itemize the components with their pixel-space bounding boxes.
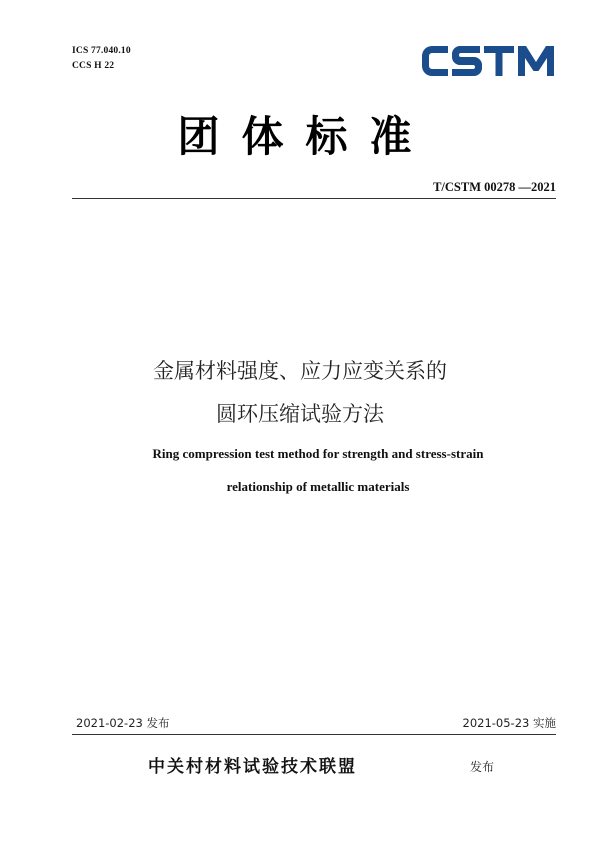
ccs-code: CCS H 22 [72,61,115,71]
publish-label: 发布 [470,760,495,774]
title-chinese-line-2: 圆环压缩试验方法 [216,402,384,426]
title-chinese-line-1: 金属材料强度、应力应变关系的 [153,359,447,383]
standard-number: T/CSTM 00278 —2021 [433,180,556,194]
publisher-name: 中关村材料试验技术联盟 [148,757,357,777]
cstm-logo [418,38,558,82]
issue-date: 2021-02-23 发布 [76,716,170,730]
footer-divider [72,734,556,735]
ics-code: ICS 77.040.10 [72,46,131,56]
title-english-line-2: relationship of metallic materials [226,479,410,494]
title-english-line-1: Ring compression test method for strength and stress-strain [152,446,484,461]
header-divider [72,198,556,199]
document-type-heading: 团体标准 [177,112,434,161]
implementation-date: 2021-05-23 实施 [462,716,556,730]
